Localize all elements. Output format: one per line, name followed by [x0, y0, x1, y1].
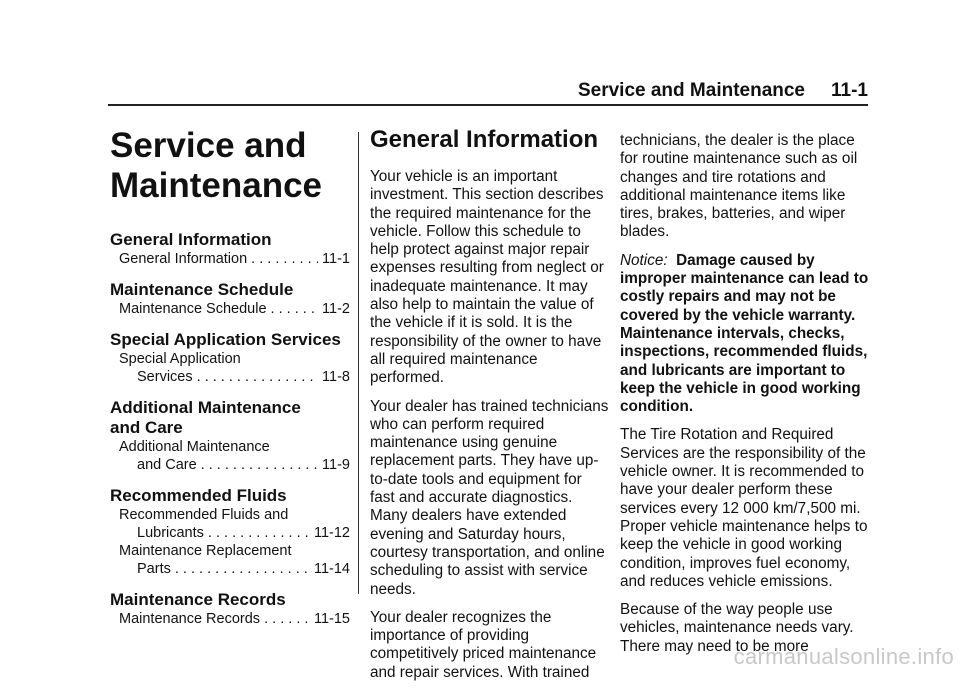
header-section-title: Service and Maintenance	[577, 80, 806, 101]
watermark-text: carmanualsonline.info	[733, 644, 954, 669]
toc-entry-link[interactable]: General Information . . . 11-1	[119, 250, 350, 268]
toc-section-maintenance-records	[110, 590, 350, 628]
toc-section-recommended-fluids	[110, 486, 350, 578]
column-divider	[358, 132, 359, 594]
toc-entry-link[interactable]: Maintenance Records . . . 11-15	[119, 610, 350, 628]
toc-heading: Maintenance Schedule	[110, 280, 294, 299]
running-header	[0, 80, 868, 102]
toc-entry-link[interactable]: Recommended Fluids and Lubricants . . . 11-12	[119, 506, 350, 542]
body-paragraph: technicians, the dealer is the place for routine maintenance such as oil changes and tire rotations and additional maintenance items like tires, brakes, batteries, and wiper blades.	[620, 132, 858, 241]
section-heading: General Information	[370, 126, 599, 153]
toc-heading: Maintenance Records	[110, 590, 286, 609]
body-paragraph: Because of the way people use vehicles, maintenance needs vary. There may need to be more	[620, 601, 854, 655]
notice-label: Notice:	[620, 251, 668, 269]
toc-section-maintenance-schedule	[110, 280, 350, 318]
body-paragraph: Your vehicle is an important investment. This section describes the required maintenance for the vehicle. Follow this schedule to help protect against major repair expenses resulting from neglect or inadequate maintenance. It may also help to maintain the value of the vehicle if it is sold. It is the responsibility of the owner to have all required maintenance performed.	[370, 168, 604, 387]
toc-entry-link[interactable]: Special Application Services . . . 11-8	[119, 350, 350, 386]
body-paragraph: Your dealer recognizes the importance of providing competitively priced maintenance and repair services. With trained	[370, 608, 597, 681]
toc-heading: Additional Maintenance and Care	[110, 398, 301, 437]
toc-section-special-application-services	[110, 330, 350, 386]
article-column-right	[620, 132, 870, 666]
body-paragraph: The Tire Rotation and Required Services are the responsibility of the vehicle owner. It is recommended to have your dealer perform these services every 12 000 km/7,500 mi. Proper vehicle maintenance helps to keep the vehicle in good working condition, improves fuel economy, and reduces vehicle emissions.	[620, 426, 868, 590]
toc-entry-link[interactable]: Maintenance Schedule . . . 11-2	[119, 300, 350, 318]
toc-entry-link[interactable]: Maintenance Replacement Parts . . . 11-14	[119, 542, 350, 578]
table-of-contents	[110, 118, 350, 628]
notice-paragraph	[620, 252, 870, 417]
header-rule	[108, 104, 868, 106]
header-page-number: 11-1	[831, 80, 868, 101]
toc-section-additional-maintenance	[110, 398, 350, 474]
toc-entry-link[interactable]: Additional Maintenance and Care . . . 11-9	[119, 438, 350, 474]
toc-section-general-information	[110, 230, 350, 268]
toc-heading: Recommended Fluids	[110, 486, 287, 505]
toc-heading: General Information	[110, 230, 272, 249]
body-paragraph: Your dealer has trained technicians who can perform required maintenance using genuine replacement parts. They have up-to-date tools and equipment for fast and accurate diagnostics. Many dealers have extended evening and Saturday hours, courtesy transportation, and online scheduling to assist with service needs.	[370, 397, 609, 598]
toc-heading: Special Application Services	[110, 330, 341, 349]
notice-body: Damage caused by improper maintenance can lead to costly repairs and may not be covered by the vehicle warranty. Maintenance intervals, checks, inspections, recommended fluids, and lubricants are important to keep the vehicle in good working condition.	[620, 251, 869, 416]
article-column-left	[370, 126, 610, 692]
chapter-title: Service and Maintenance	[110, 126, 322, 205]
